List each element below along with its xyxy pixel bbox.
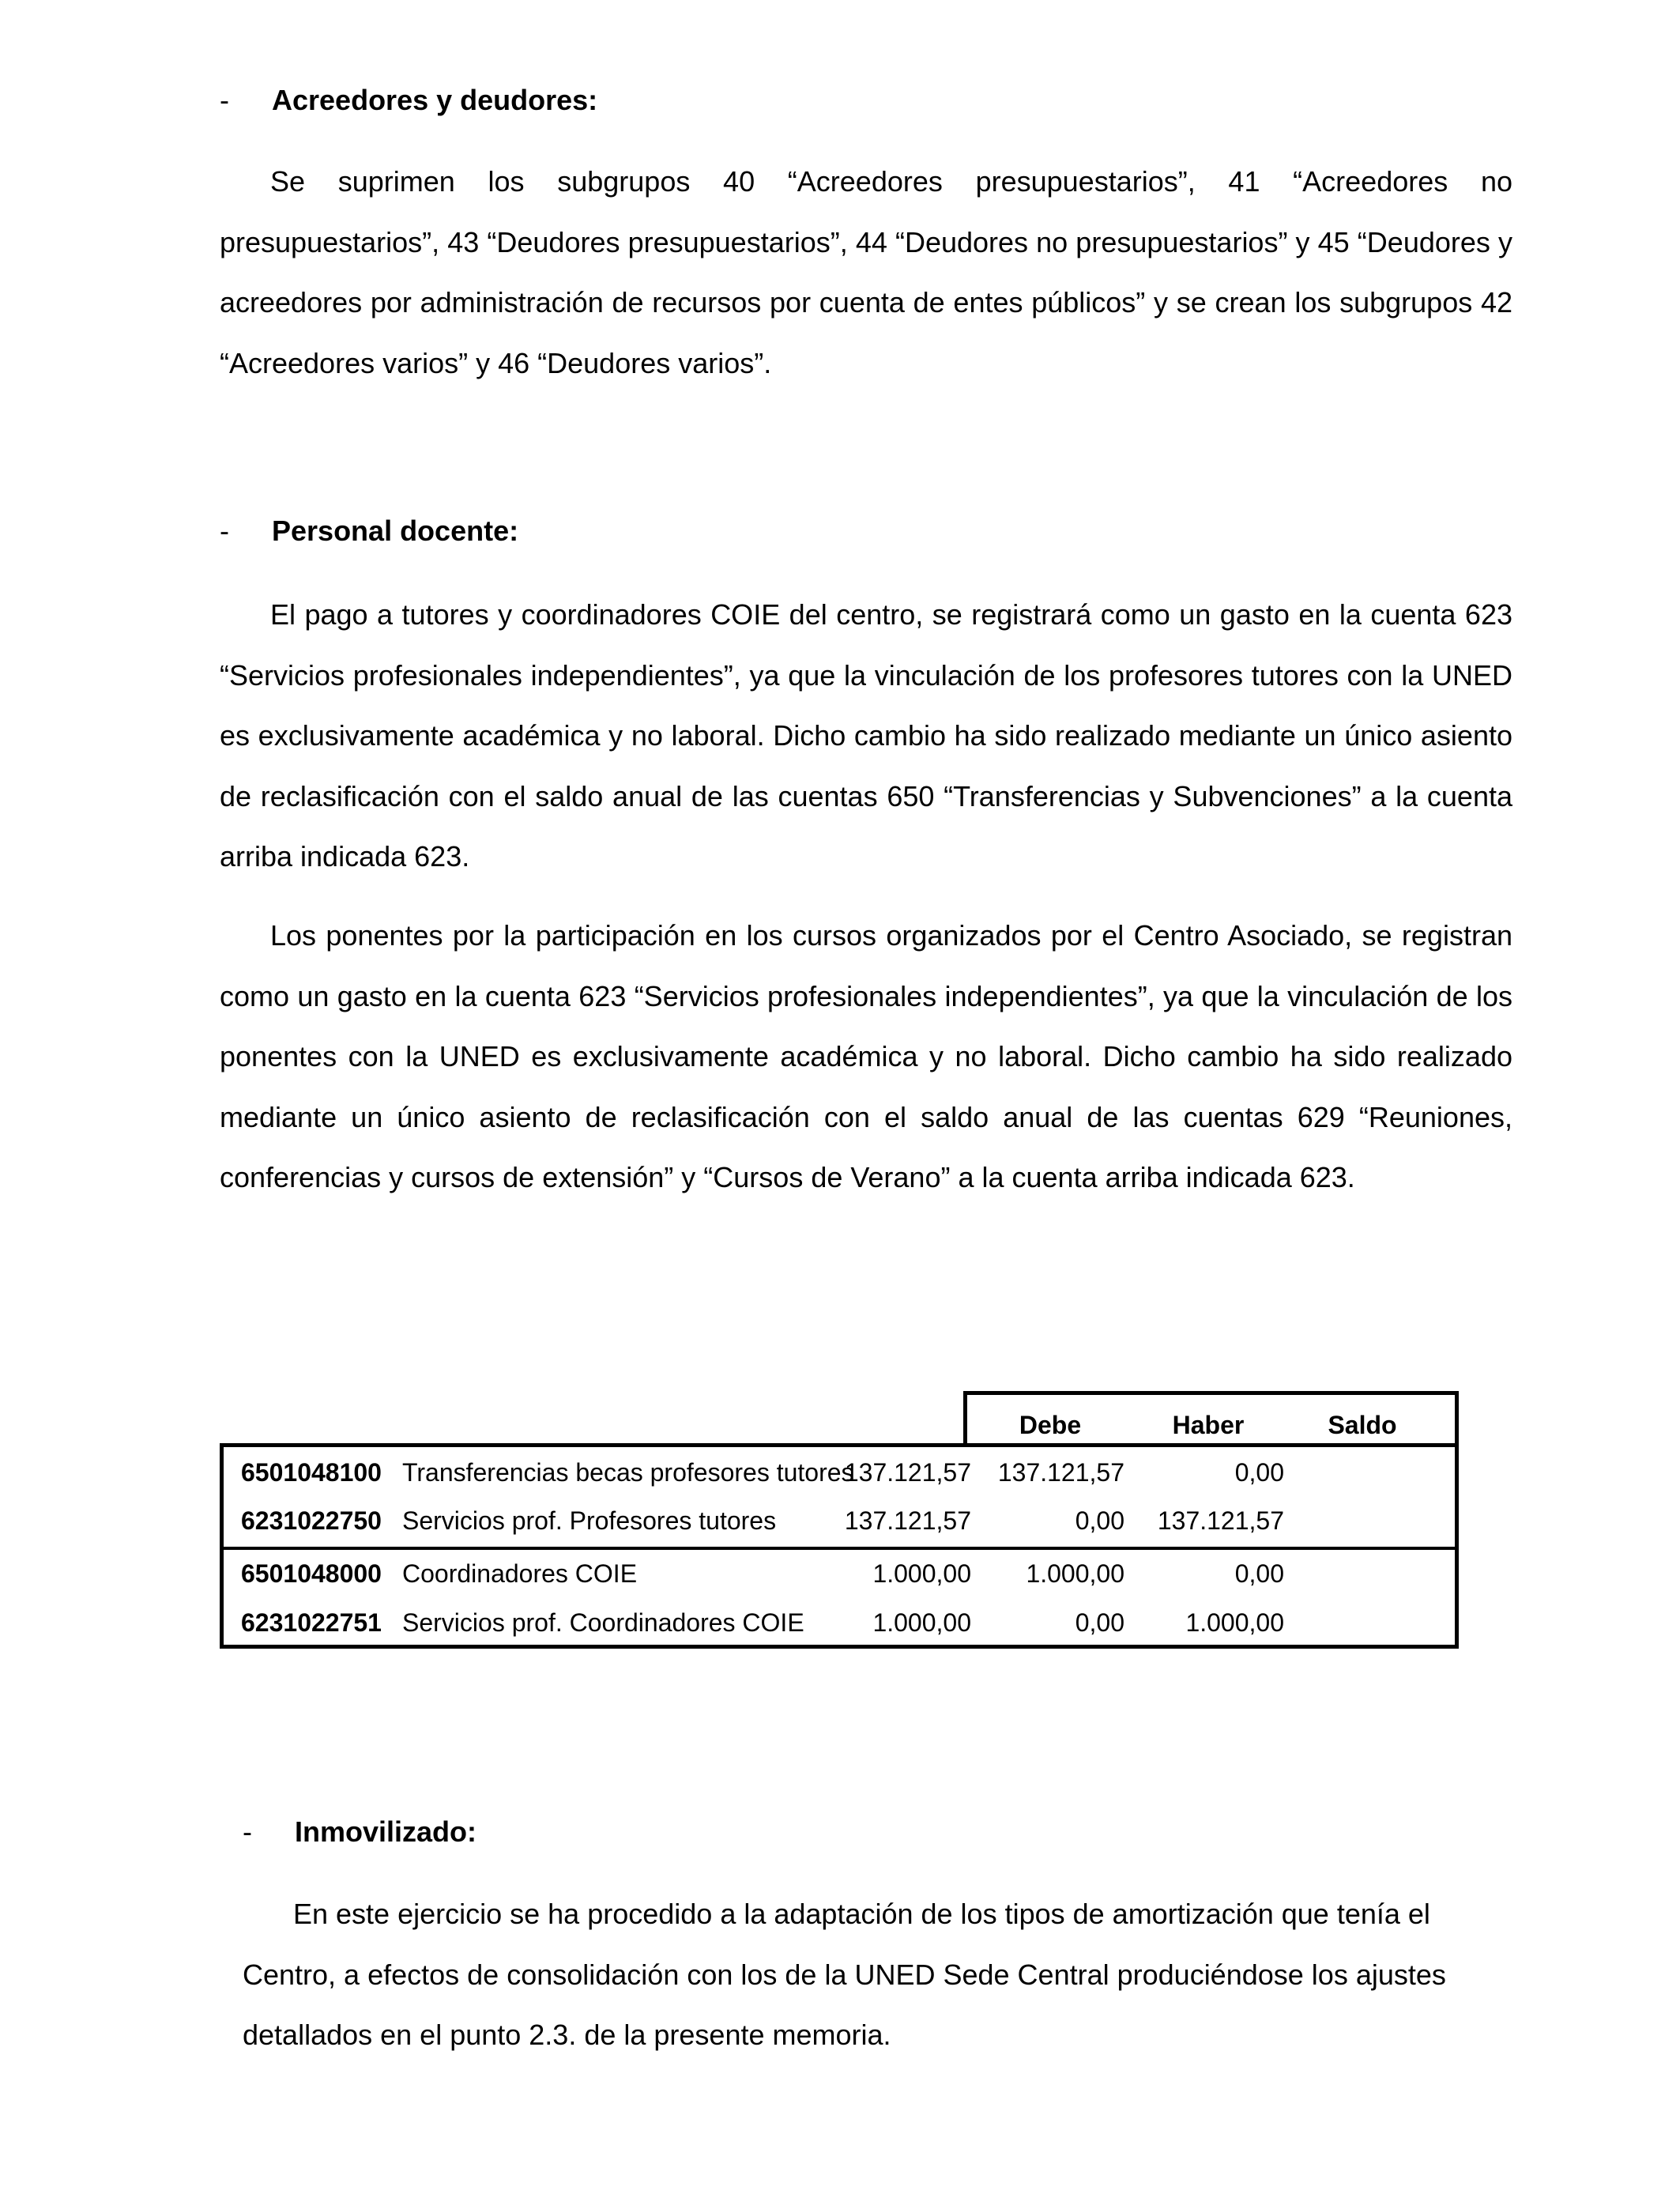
account-description: Servicios prof. Profesores tutores	[402, 1506, 777, 1535]
account-code: 6231022750	[241, 1506, 382, 1535]
haber-value: 0,00	[1075, 1608, 1124, 1637]
account-description: Transferencias becas profesores tutores	[402, 1458, 854, 1487]
saldo-value: 1.000,00	[1185, 1608, 1284, 1637]
table-header	[963, 1391, 1459, 1446]
accounts-table	[220, 1391, 1459, 1649]
account-code: 6501048100	[241, 1458, 382, 1487]
debe-value: 137.121,57	[844, 1506, 971, 1535]
debe-value: 1.000,00	[872, 1608, 971, 1637]
table-row	[224, 1599, 1455, 1646]
saldo-value: 0,00	[1234, 1559, 1284, 1588]
paragraph-acreedores: Se suprimen los subgrupos 40 “Acreedores presupuestarios”, 41 “Acreedores no presupuestarios”, 43 “Deudores presupuestarios”, 44 “Deudores no presupuestarios” y 45 “Deudores y acreedores por administración de recursos por cuenta de entes públicos” y se crean los subgrupos 42 “Acreedores varios” y 46 “Deudores varios”.	[220, 165, 1512, 379]
debe-value: 137.121,57	[844, 1458, 971, 1487]
heading-text: Acreedores y deudores:	[272, 84, 598, 116]
saldo-value: 137.121,57	[1157, 1506, 1284, 1535]
haber-value: 1.000,00	[1026, 1559, 1124, 1588]
table-row	[224, 1449, 1455, 1496]
header-haber: Haber	[1172, 1411, 1245, 1439]
heading-text: Personal docente:	[272, 515, 519, 547]
saldo-value: 0,00	[1234, 1458, 1284, 1487]
section-heading-inmovilizado	[243, 1815, 1033, 1849]
account-description: Servicios prof. Coordinadores COIE	[402, 1608, 804, 1637]
header-saldo: Saldo	[1328, 1411, 1397, 1439]
table-body	[220, 1443, 1459, 1649]
debe-value: 1.000,00	[872, 1559, 971, 1588]
haber-value: 137.121,57	[997, 1458, 1124, 1487]
account-code: 6231022751	[241, 1608, 382, 1637]
paragraph-personal-2: Los ponentes por la participación en los cursos organizados por el Centro Asociado, se registran como un gasto en la cuenta 623 “Servicios profesionales independientes”, ya que la vinculación de los ponentes con la UNED es exclusivamente académica y no laboral. Dicho cambio ha sido realizado mediante un único asiento de reclasificación con el saldo anual de las cuentas 629 “Reuniones, conferencias y cursos de extensión” y “Cursos de Verano” a la cuenta arriba indicada 623.	[220, 919, 1512, 1193]
section-heading-personal	[220, 514, 1010, 548]
account-description: Coordinadores COIE	[402, 1559, 638, 1588]
bullet-dash: -	[220, 84, 229, 116]
bullet-dash: -	[243, 1815, 252, 1848]
heading-text: Inmovilizado:	[295, 1815, 477, 1848]
bullet-dash: -	[220, 515, 229, 547]
table-row	[224, 1497, 1455, 1544]
haber-value: 0,00	[1075, 1506, 1124, 1535]
table-row	[224, 1550, 1455, 1597]
account-code: 6501048000	[241, 1559, 382, 1588]
section-heading-acreedores	[220, 83, 1010, 118]
paragraph-inmovilizado: En este ejercicio se ha procedido a la adaptación de los tipos de amortización que tenía el Centro, a efectos de consolidación con los de la UNED Sede Central produciéndose los ajustes detallados en el punto 2.3. de la presente memoria.	[243, 1898, 1446, 2051]
header-debe: Debe	[1019, 1411, 1082, 1439]
paragraph-personal-1: El pago a tutores y coordinadores COIE del centro, se registrará como un gasto en la cuenta 623 “Servicios profesionales independientes”, ya que la vinculación de los profesores tutores con la UNED es exclusivamente académica y no laboral. Dicho cambio ha sido realizado mediante un único asiento de reclasificación con el saldo anual de las cuentas 650 “Transferencias y Subvenciones” a la cuenta arriba indicada 623.	[220, 598, 1512, 873]
